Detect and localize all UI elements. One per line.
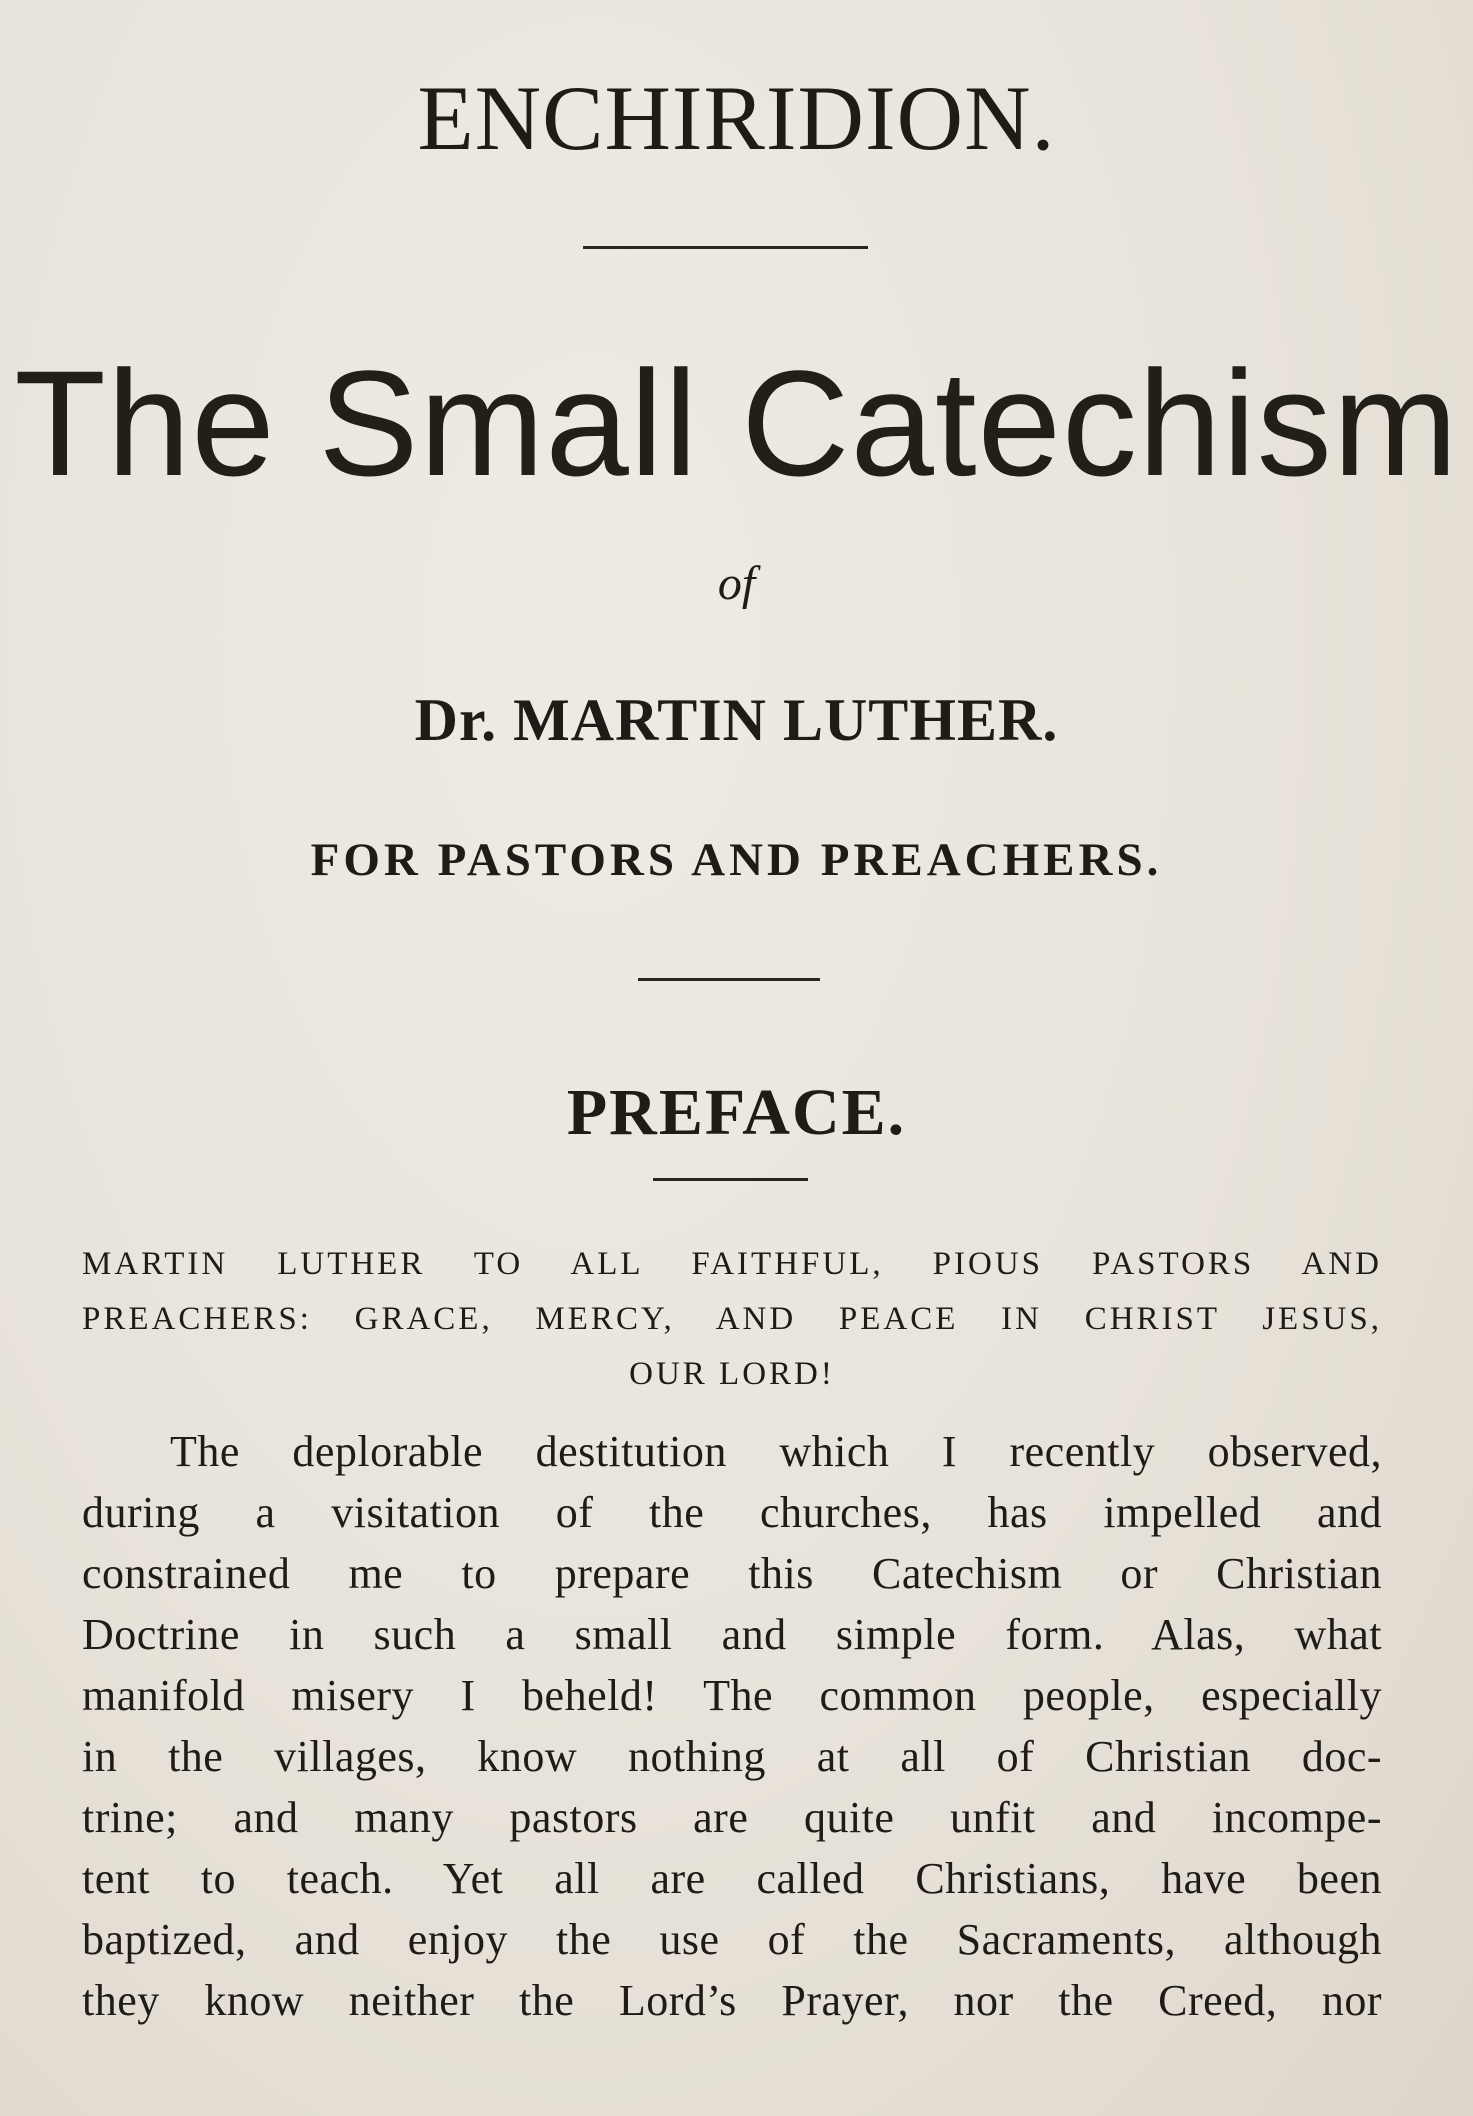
preface-body-line: in the villages, know nothing at all of Christian doc- — [82, 1732, 1382, 1781]
preface-body-line: trine; and many pastors are quite unfit and incompe- — [82, 1793, 1382, 1842]
salutation-line: OUR LORD! — [629, 1356, 835, 1392]
preface-body-line: baptized, and enjoy the use of the Sacraments, although — [82, 1915, 1382, 1964]
preface-body-line: Doctrine in such a small and simple form. Alas, what — [82, 1610, 1382, 1659]
salutation-line: MARTIN LUTHER TO ALL FAITHFUL, PIOUS PASTORS AND — [82, 1246, 1382, 1282]
main-heading: ENCHIRIDION. — [417, 67, 1056, 169]
audience-line: FOR PASTORS AND PREACHERS. — [310, 834, 1163, 886]
author-name: Dr. MARTIN LUTHER. — [414, 687, 1059, 753]
preface-body-line: constrained me to prepare this Catechism or Christian — [82, 1549, 1382, 1598]
preface-body-line: The deplorable destitution which I recently observed, — [170, 1427, 1382, 1476]
top-divider — [583, 246, 868, 249]
preface-heading: PREFACE. — [566, 1076, 907, 1149]
salutation-line: PREACHERS: GRACE, MERCY, AND PEACE IN CHRIST JESUS, — [82, 1301, 1382, 1337]
of-line: of — [717, 557, 756, 610]
middle-divider — [638, 978, 820, 981]
preface-body-line: tent to teach. Yet all are called Christians, have been — [82, 1854, 1382, 1903]
book-title: The Small Catechism — [14, 339, 1459, 507]
preface-body-line: manifold misery I beheld! The common people, especially — [82, 1671, 1382, 1720]
preface-body-line: during a visitation of the churches, has impelled and — [82, 1488, 1382, 1537]
preface-body-line: they know neither the Lord’s Prayer, nor the Creed, nor — [82, 1976, 1382, 2025]
preface-divider — [653, 1178, 808, 1181]
